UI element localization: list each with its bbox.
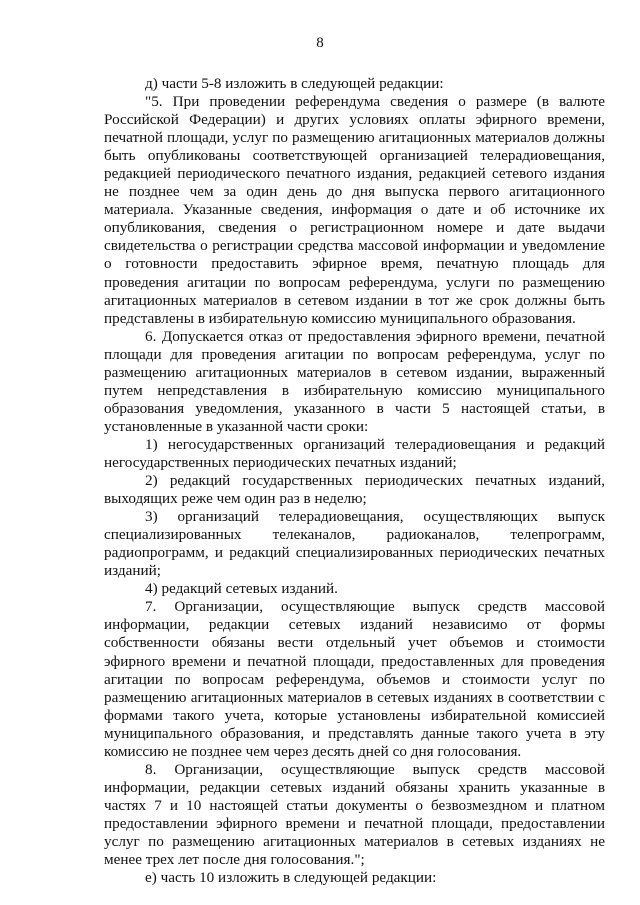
part-8-paragraph: 8. Организации, осуществляющие выпуск средств массовой информации, редакции сетевых изданий обязаны хранить указанные в частях 7 и 10 настоящей статьи документы о безвозмездном и платном предоставлении эфирного времени и печатной площади, предоставлении услуг по размещению агитационных материалов в сетевых изданиях не менее трех лет после дня голосования.";	[104, 760, 605, 869]
part-7-paragraph: 7. Организации, осуществляющие выпуск средств массовой информации, редакции сетевых изданий независимо от формы собственности обязаны вести отдельный учет объемов и стоимости эфирного времени и печатной площади, предоставленных для проведения агитации по вопросам референдума, объемов и стоимости услуг по размещению агитационных материалов в сетевых изданиях в соответствии с формами такого учета, которые установлены избирательной комиссией муниципального образования, и представлять данные такого учета в эту комиссию не позднее чем через десять дней со дня голосования.	[104, 598, 605, 760]
list-item-4: 4) редакций сетевых изданий.	[145, 580, 338, 598]
page-number: 8	[316, 35, 324, 51]
list-item-2: 2) редакций государственных периодических печатных изданий, выходящих реже чем один раз в неделю;	[104, 472, 605, 508]
amendment-intro-e: е) часть 10 изложить в следующей редакции:	[145, 869, 437, 887]
list-item-1: 1) негосударственных организаций телерадиовещания и редакций негосударственных периодических печатных изданий;	[104, 435, 605, 471]
list-item-3: 3) организаций телерадиовещания, осуществляющих выпуск специализированных телеканалов, радиоканалов, телепрограмм, радиопрограмм, и редакций специализированных периодических печатных изданий;	[104, 508, 605, 580]
amendment-intro-d: д) части 5-8 изложить в следующей редакции:	[145, 75, 444, 92]
document-body	[104, 75, 605, 887]
part-6-paragraph: 6. Допускается отказ от предоставления эфирного времени, печатной площади для проведения агитации по вопросам референдума, услуг по размещению агитационных материалов в сетевом издании, выраженный путем непредставления в избирательную комиссию муниципального образования уведомления, указанного в части 5 настоящей статьи, в установленные в указанной части сроки:	[104, 327, 605, 435]
part-5-paragraph: "5. При проведении референдума сведения о размере (в валюте Российской Федерации) и других условиях оплаты эфирного времени, печатной площади, услуг по размещению агитационных материалов должны быть опубликованы соответствующей организацией телерадиовещания, редакцией периодического печатного издания, редакцией сетевого издания не позднее чем за один день до дня выпуска первого агитационного материала. Указанные сведения, информация о дате и об источнике их опубликования, сведения о регистрационном номере и дате выдачи свидетельства о регистрации средства массовой информации и уведомление о готовности предоставить эфирное время, печатную площадь для проведения агитации по вопросам референдума, услуги по размещению агитационных материалов в сетевом издании в тот же срок должны быть представлены в избирательную комиссию муниципального образования.	[104, 93, 605, 327]
